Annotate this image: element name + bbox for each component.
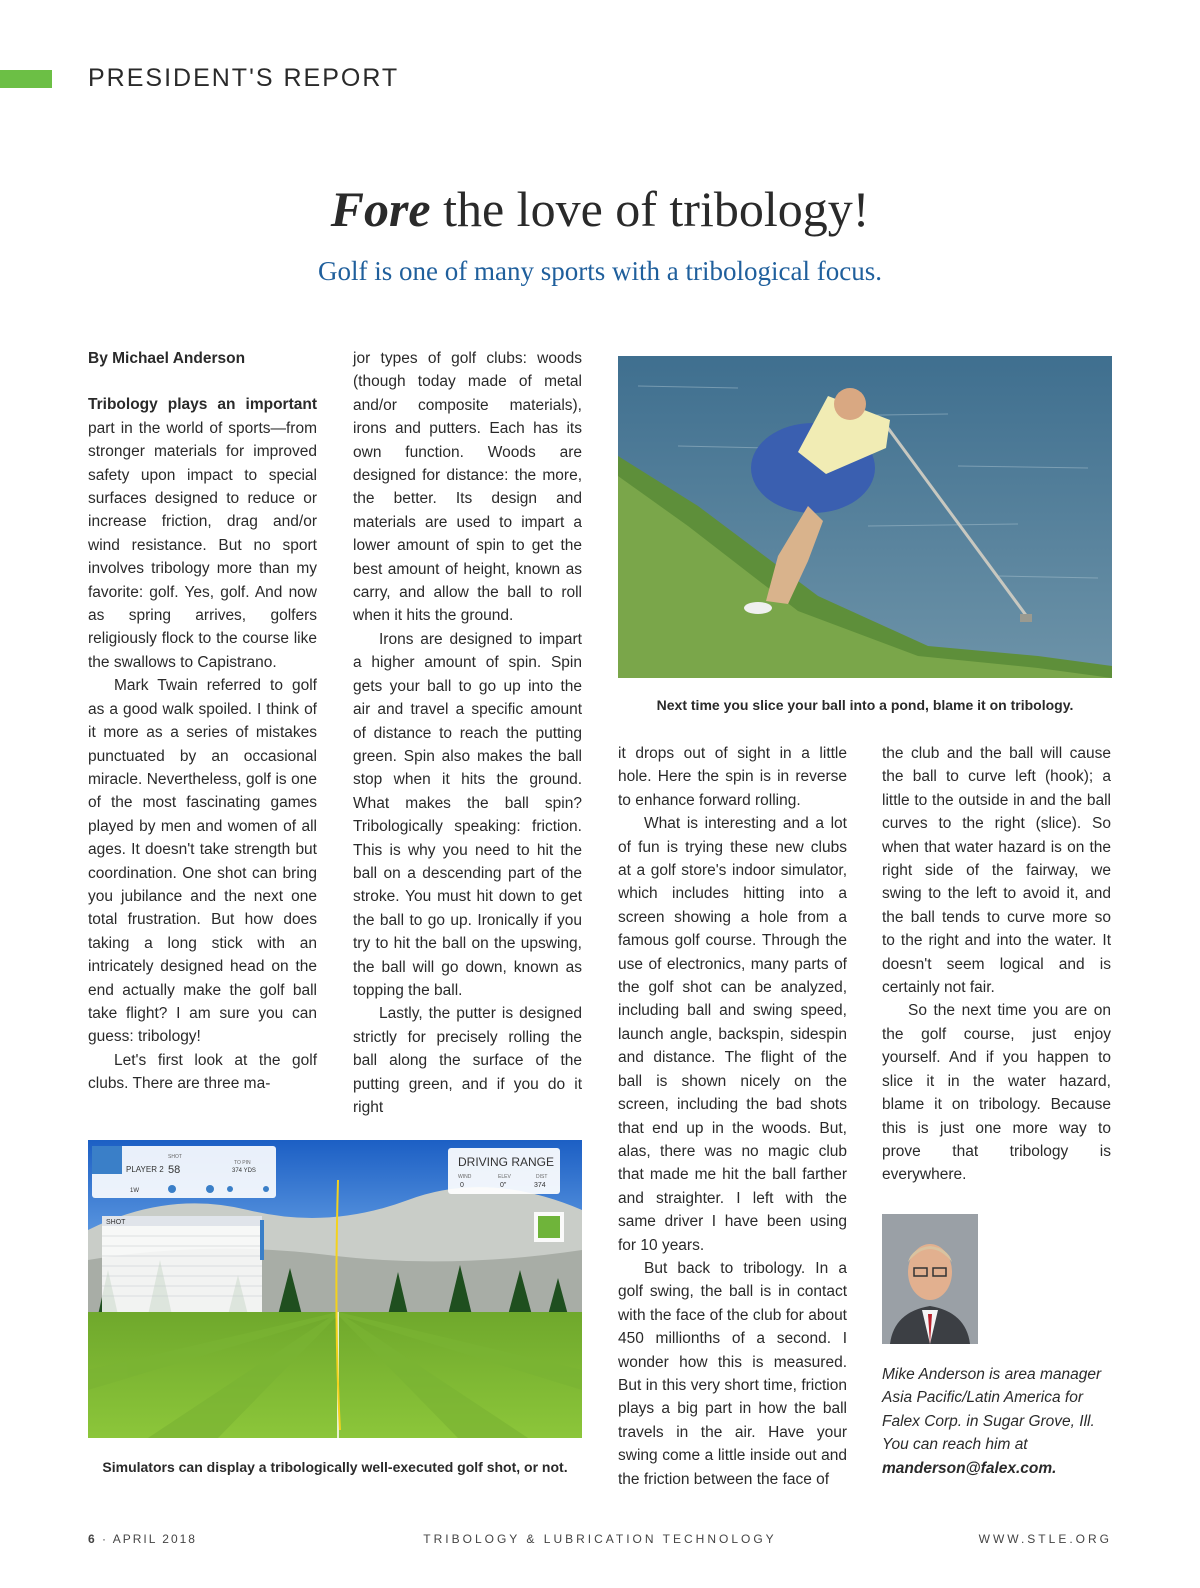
section-accent-bar <box>0 70 52 88</box>
paragraph-4: Irons are designed to impart a higher amount of spin. Spin gets your ball to go up into the air and travel a specific amount of distance to reach the putting green. Spin also makes the ball stop when it hits the ground. What makes the ball spin? Tribologically speaking: friction. This is why you need to hit the ball on a descending part of the stroke. You must hit down to get the ball to go up. Ironically if you try to hit the ball on the upswing, the ball will go down, known as topping the ball. <box>353 630 582 999</box>
sim-wind-label: WIND <box>458 1174 472 1180</box>
footer-website-link[interactable]: WWW.STLE.ORG <box>978 1532 1112 1546</box>
sim-table-title: SHOT <box>106 1219 126 1226</box>
issue-date: APRIL 2018 <box>112 1532 197 1546</box>
sim-dist-label: DIST <box>536 1174 548 1180</box>
sim-range-title: DRIVING RANGE <box>458 1155 555 1169</box>
sim-player: PLAYER 2 <box>126 1165 164 1174</box>
article-subtitle: Golf is one of many sports with a tribological focus. <box>318 256 882 286</box>
paragraph-7-cont: the club and the ball will cause the ball to curve left (hook); a little to the outside in and the ball curves to the right (slice). So when that water hazard is on the right side of the fairway, we swing to the left to avoid it, and the ball tends to curve more so to the right and into the water. It doesn't seem logical and is certainly not fair. <box>882 745 1111 997</box>
simulator-photo <box>88 1140 582 1438</box>
paragraph-5: Lastly, the putter is designed strictly for precisely rolling the ball along the surface of the putting green, and if you do it right <box>353 1005 582 1116</box>
paragraph-3: Let's first look at the golf clubs. There are three ma- <box>88 1051 317 1093</box>
page-number: 6 <box>88 1532 97 1546</box>
byline: By Michael Anderson <box>88 350 246 367</box>
title-bold: Fore <box>330 181 431 237</box>
article-title <box>0 180 1200 238</box>
paragraph-3-cont: jor types of golf clubs: woods (though today made of metal and/or composite materials), irons and putters. Each has its own function. Woods are designed for distance: the more, the better. Its design and materials are used to impart a lower amount of spin to get the best amount of height, known as carry, and allow the ball to roll when it hits the ground. <box>353 350 582 625</box>
author-bio: Mike Anderson is area manager Asia Pacific/Latin America for Falex Corp. in Sugar Grove, Ill. You can reach him at manderson@falex.com. <box>882 1366 1102 1477</box>
text-column-1 <box>88 347 317 1096</box>
sim-dist-value: 374 <box>534 1182 546 1189</box>
paragraph-2: Mark Twain referred to golf as a good walk spoiled. I think of it more as a series of mistakes punctuated by an occasional miracle. Nevertheless, golf is one of the most fascinating games played by men and women of all ages. It doesn't take strength but coordination. One shot can bring you jubilance and the next one total frustration. But how does taking a long stick with an intricately designed head on the end actually make the golf ball take flight? I am sure you can guess: tribology! <box>88 677 317 1046</box>
paragraph-5-cont: it drops out of sight in a little hole. Here the spin is in reverse to enhance forward rolling. <box>618 745 847 809</box>
sim-wind-value: 0 <box>460 1182 464 1189</box>
paragraph-1: Tribology plays an important part in the world of sports—from stronger materials for improved safety upon impact to special surfaces designed to reduce or increase friction, drag and/or wind resistance. But no sport involves tribology more than my favorite: golf. Yes, golf. And now as spring arrives, golfers religiously flock to the course like the swallows to Capistrano. <box>88 396 317 671</box>
author-headshot <box>882 1214 978 1344</box>
section-title: PRESIDENT'S REPORT <box>88 64 400 92</box>
title-rest: the love of tribology! <box>430 181 870 237</box>
text-column-4 <box>882 742 1111 1187</box>
sim-elev-label: ELEV <box>498 1174 511 1180</box>
paragraph-6: What is interesting and a lot of fun is trying these new clubs at a golf store's indoor simulator, which includes hitting into a screen showing a hole from a famous golf course. Through the use of electronics, many parts of the golf shot can be analyzed, including ball and swing speed, launch angle, backspin, sidespin and distance. The flight of the ball is shown nicely on the screen, including the bad shots that end up in the woods. But, alas, there was no magic club that made me hit the ball farther and straighter. I left with the same driver I have been using for 10 years. <box>618 815 847 1254</box>
author-email-link[interactable]: manderson@falex.com. <box>882 1459 1057 1477</box>
sim-shot-label: SHOT <box>168 1154 182 1160</box>
sim-club: 1W <box>130 1188 139 1194</box>
footer-issue: 6 · APRIL 2018 <box>88 1532 197 1546</box>
simulator-photo-caption: Simulators can display a tribologically well-executed golf shot, or not. <box>102 1459 568 1475</box>
footer-magazine: TRIBOLOGY & LUBRICATION TECHNOLOGY <box>423 1532 777 1546</box>
sim-elev-value: 0" <box>500 1182 507 1189</box>
paragraph-8: So the next time you are on the golf course, just enjoy yourself. And if you happen to slice it in the water hazard, blame it on tribology. Because this is just one more way to prove that tribology is everywhere. <box>882 1002 1111 1184</box>
sim-shot-value: 58 <box>168 1164 181 1176</box>
pond-photo <box>618 356 1112 678</box>
sim-topin-label: TO PIN <box>234 1160 251 1166</box>
sim-topin-value: 374 YDS <box>232 1168 256 1174</box>
lead-in: Tribology plays an important <box>88 396 317 414</box>
text-column-2 <box>353 347 582 1119</box>
text-column-3 <box>618 742 847 1491</box>
pond-photo-caption: Next time you slice your ball into a pond, blame it on tribology. <box>656 697 1074 713</box>
paragraph-7: But back to tribology. In a golf swing, the ball is in contact with the face of the club for about 450 millionths of a second. I wonder how this is measured. But in this very short time, friction plays a big part in how the ball travels in the air. Have your swing come a little inside out and the friction between the face of <box>618 1259 847 1488</box>
